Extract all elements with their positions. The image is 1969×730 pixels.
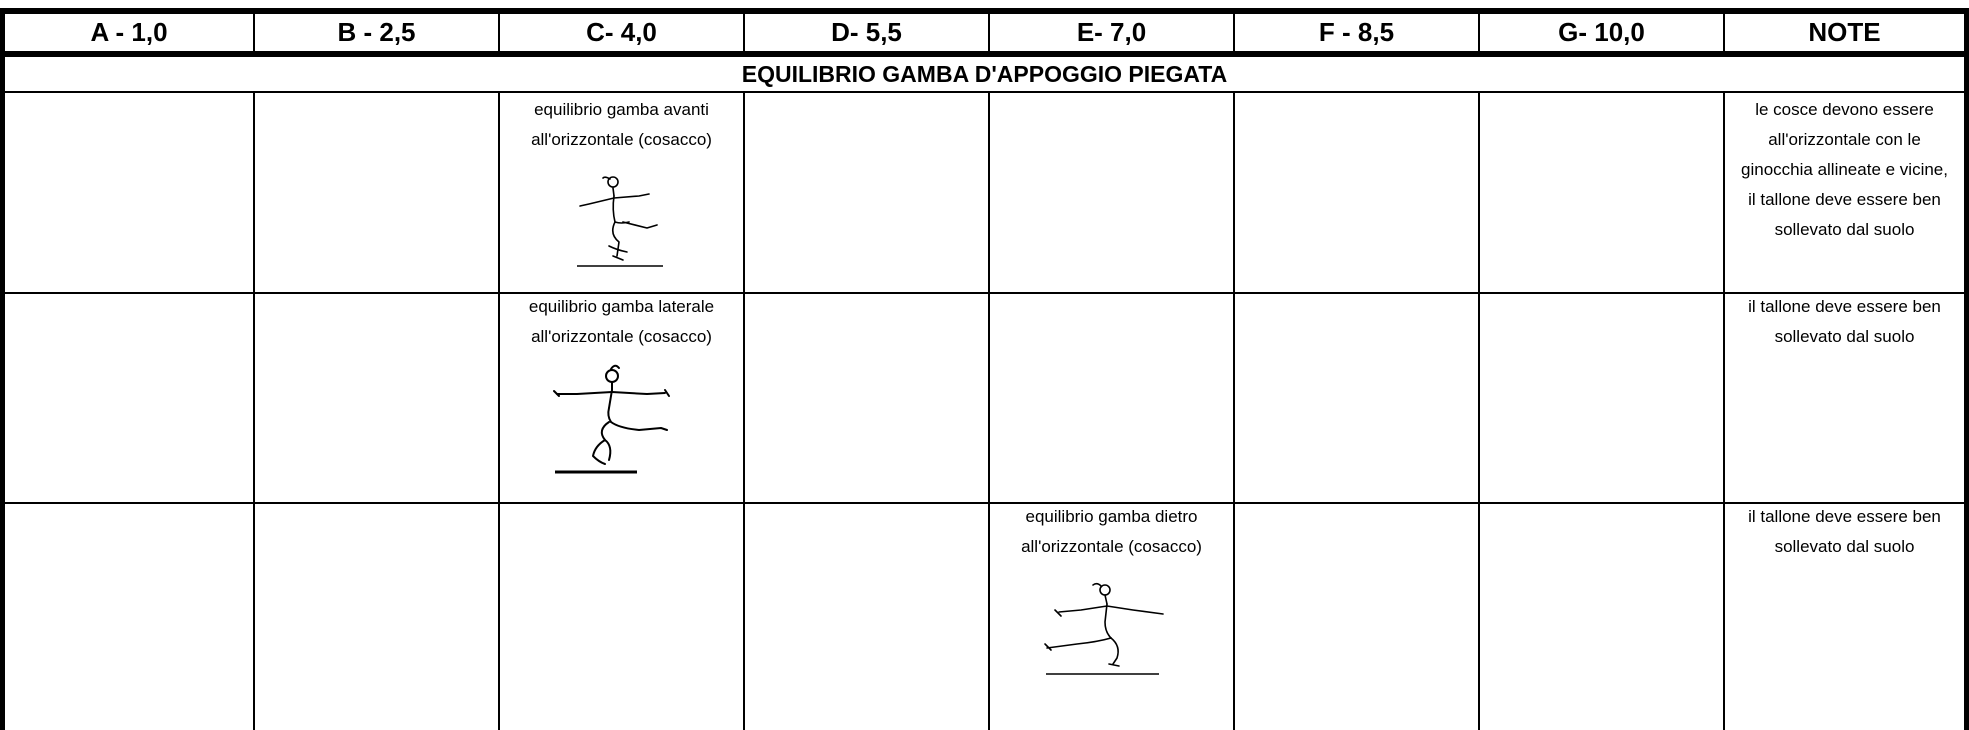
column-header-e: E- 7,0 [1076,16,1147,47]
column-header-g: G- 10,0 [1558,16,1645,47]
column-divider [1233,93,1235,730]
table-left-border [0,12,5,730]
header-bottom-border [0,51,1969,57]
table-right-border [1964,12,1969,730]
element-description-line: all'orizzontale (cosacco) [1021,537,1202,556]
element-description [500,292,743,352]
column-header-d: D- 5,5 [831,16,902,47]
column-divider [498,93,500,730]
element-description-line: equilibrio gamba laterale [528,297,715,316]
element-description-line: equilibrio gamba dietro [1025,507,1198,526]
column-header-b: B - 2,5 [337,16,416,47]
note-text [1725,95,1964,245]
section-bottom-border [0,91,1969,93]
note-line: ginocchia allineate e vicine, [1741,160,1948,179]
element-description [990,502,1233,562]
row-divider [0,502,1969,504]
note-line: sollevato dal suolo [1774,220,1915,239]
note-line: le cosce devono essere [1755,100,1934,119]
gymnast-balance-leg-backward-icon [1041,580,1171,680]
column-divider [1478,93,1480,730]
column-header-c: C- 4,0 [586,16,657,47]
column-divider [743,93,745,730]
row-divider [0,292,1969,294]
note-line: sollevato dal suolo [1774,327,1915,346]
element-description-line: all'orizzontale (cosacco) [531,130,712,149]
element-description [500,95,743,155]
note-line: il tallone deve essere ben [1748,297,1941,316]
column-divider [253,93,255,730]
element-description-line: all'orizzontale (cosacco) [531,327,712,346]
gymnast-balance-leg-sideways-icon [549,360,674,480]
element-description-line: equilibrio gamba avanti [534,100,709,119]
column-header-note: NOTE [1808,16,1881,47]
note-line: all'orizzontale con le [1768,130,1921,149]
section-title: EQUILIBRIO GAMBA D'APPOGGIO PIEGATA [741,60,1228,87]
note-text [1725,292,1964,352]
note-line: il tallone deve essere ben [1748,190,1941,209]
note-line: il tallone deve essere ben [1748,507,1941,526]
note-line: sollevato dal suolo [1774,537,1915,556]
note-text [1725,502,1964,562]
column-header-a: A - 1,0 [90,16,168,47]
column-header-f: F - 8,5 [1318,16,1395,47]
column-divider [988,93,990,730]
gymnast-balance-leg-forward-icon [565,170,670,270]
